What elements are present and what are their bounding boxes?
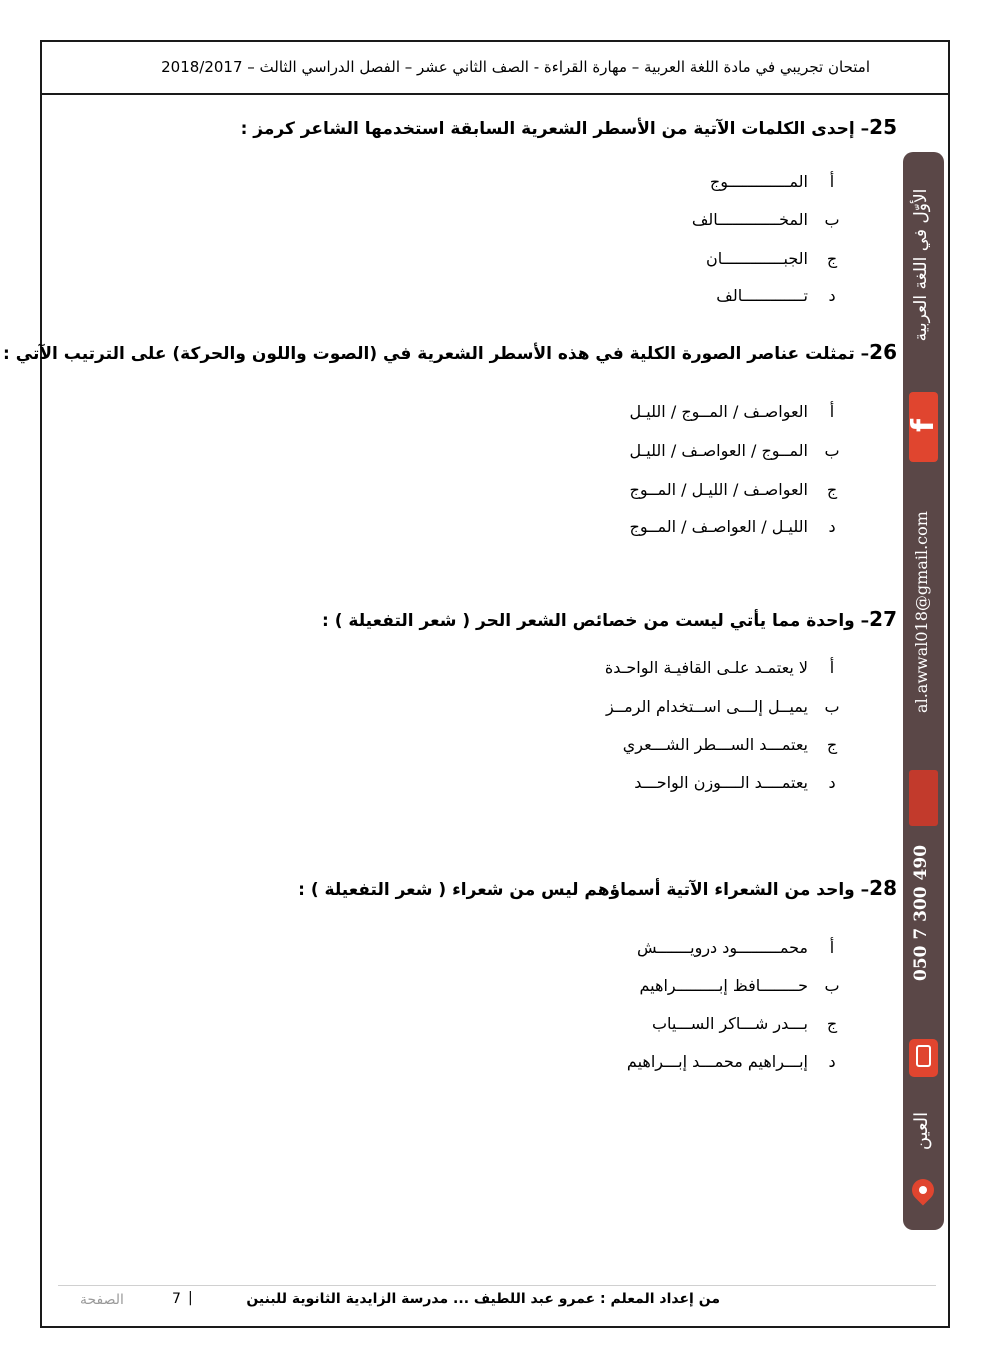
facebook-glyph: f — [906, 418, 941, 433]
page-separator: | — [188, 1290, 193, 1306]
option-text: بـــدر شـــاكر الســـياب — [651, 1014, 808, 1033]
option-letter: د — [828, 517, 836, 536]
option-b[interactable] — [552, 976, 842, 1000]
header-divider — [40, 93, 950, 95]
option-d[interactable] — [552, 1052, 842, 1076]
option-letter: ج — [826, 480, 838, 499]
option-b[interactable] — [622, 210, 842, 234]
question-26 — [3, 340, 897, 364]
location-pin-icon — [909, 1175, 937, 1211]
question-text: – واحد من الشعراء الآتية أسماؤهم ليس من شعراء ( شعر التفعيلة ) : — [298, 880, 870, 900]
question-28 — [77, 876, 897, 900]
option-text: المــوج / العواصـف / الليـل — [629, 441, 808, 460]
option-text: محمـــــــــود درويـــــــش — [636, 938, 808, 957]
page-label: الصفحة — [80, 1292, 124, 1308]
option-text: العواصـف / الليـل / المــوج — [629, 480, 808, 499]
option-d[interactable] — [582, 517, 842, 541]
banner-brand-text: الأوّل في اللغة العربية — [911, 188, 931, 342]
option-a[interactable] — [552, 938, 842, 962]
option-letter: أ — [829, 938, 835, 957]
exam-header-title: امتحان تجريبي في مادة اللغة العربية – مهارة القراءة - الصف الثاني عشر – الفصل الدراسي الثالث – 2018/2017 — [161, 58, 870, 76]
facebook-icon[interactable] — [906, 392, 941, 462]
option-text: الليـل / العواصـف / المــوج — [629, 517, 808, 536]
option-text: لا يعتمـد علـى القافيـة الواحـدة — [604, 658, 808, 677]
option-letter: أ — [829, 172, 835, 191]
question-number: 26 — [869, 340, 897, 364]
option-d[interactable] — [562, 773, 842, 797]
option-letter: د — [828, 286, 836, 305]
option-text: المخـــــــــــــالف — [691, 210, 808, 229]
option-text: يعتمــــد الــــوزن الواحـــد — [634, 773, 808, 792]
option-b[interactable] — [582, 441, 842, 465]
option-letter: ج — [826, 249, 838, 268]
option-letter: ب — [824, 976, 840, 995]
option-a[interactable] — [582, 402, 842, 426]
option-letter: د — [828, 773, 836, 792]
footer-author: من إعداد المعلم : عمرو عبد اللطيف ... مدرسة الزايدية الثانوية للبنين — [246, 1291, 720, 1307]
question-number: 27 — [869, 607, 897, 631]
option-letter: ج — [826, 735, 838, 754]
banner-email[interactable]: al.awwal018@gmail.com — [912, 511, 931, 713]
option-letter: أ — [829, 402, 835, 421]
question-27 — [77, 607, 897, 631]
option-letter: ب — [824, 697, 840, 716]
option-letter: ب — [824, 210, 840, 229]
option-letter: ج — [826, 1014, 838, 1033]
question-number: 28 — [869, 876, 897, 900]
option-text: يعتمـــد الســـطر الشـــعري — [622, 735, 808, 754]
option-text: إبـــراهيم محمـــد إبـــراهيم — [626, 1052, 808, 1071]
option-text: يميــل إلـــى اســتخدام الرمــز — [605, 697, 808, 716]
option-text: تـــــــــــــالف — [716, 286, 808, 305]
option-text: حــــــــافظ إبـــــــــراهيم — [639, 976, 808, 995]
option-a[interactable] — [622, 172, 842, 196]
question-number: 25 — [869, 115, 897, 139]
question-text: – تمثلت عناصر الصورة الكلية في هذه الأسطر الشعرية في (الصوت واللون والحركة) على الترتيب الآتي : — [3, 344, 870, 364]
option-c[interactable] — [622, 249, 842, 273]
option-text: المـــــــــــــوج — [709, 172, 808, 191]
option-b[interactable] — [562, 697, 842, 721]
option-a[interactable] — [562, 658, 842, 682]
question-text: – واحدة مما يأتي ليست من خصائص الشعر الحر ( شعر التفعيلة ) : — [322, 611, 870, 631]
banner-city: العين — [911, 1111, 932, 1151]
option-letter: أ — [829, 658, 835, 677]
option-text: الجبـــــــــــــان — [705, 249, 808, 268]
mail-icon[interactable] — [909, 770, 938, 826]
option-letter: ب — [824, 441, 840, 460]
option-text: العواصـف / المــوج / الليـل — [629, 402, 808, 421]
option-c[interactable] — [582, 480, 842, 504]
option-d[interactable] — [622, 286, 842, 310]
option-c[interactable] — [552, 1014, 842, 1038]
question-25 — [77, 115, 897, 139]
banner-phone[interactable]: 050 7 300 490 — [911, 844, 931, 981]
phone-icon — [909, 1039, 938, 1077]
option-c[interactable] — [562, 735, 842, 759]
question-text: – إحدى الكلمات الآتية من الأسطر الشعرية السابقة استخدمها الشاعر كرمز : — [240, 119, 870, 139]
page-number: 7 — [172, 1291, 181, 1307]
footer-divider — [58, 1285, 936, 1286]
option-letter: د — [828, 1052, 836, 1071]
